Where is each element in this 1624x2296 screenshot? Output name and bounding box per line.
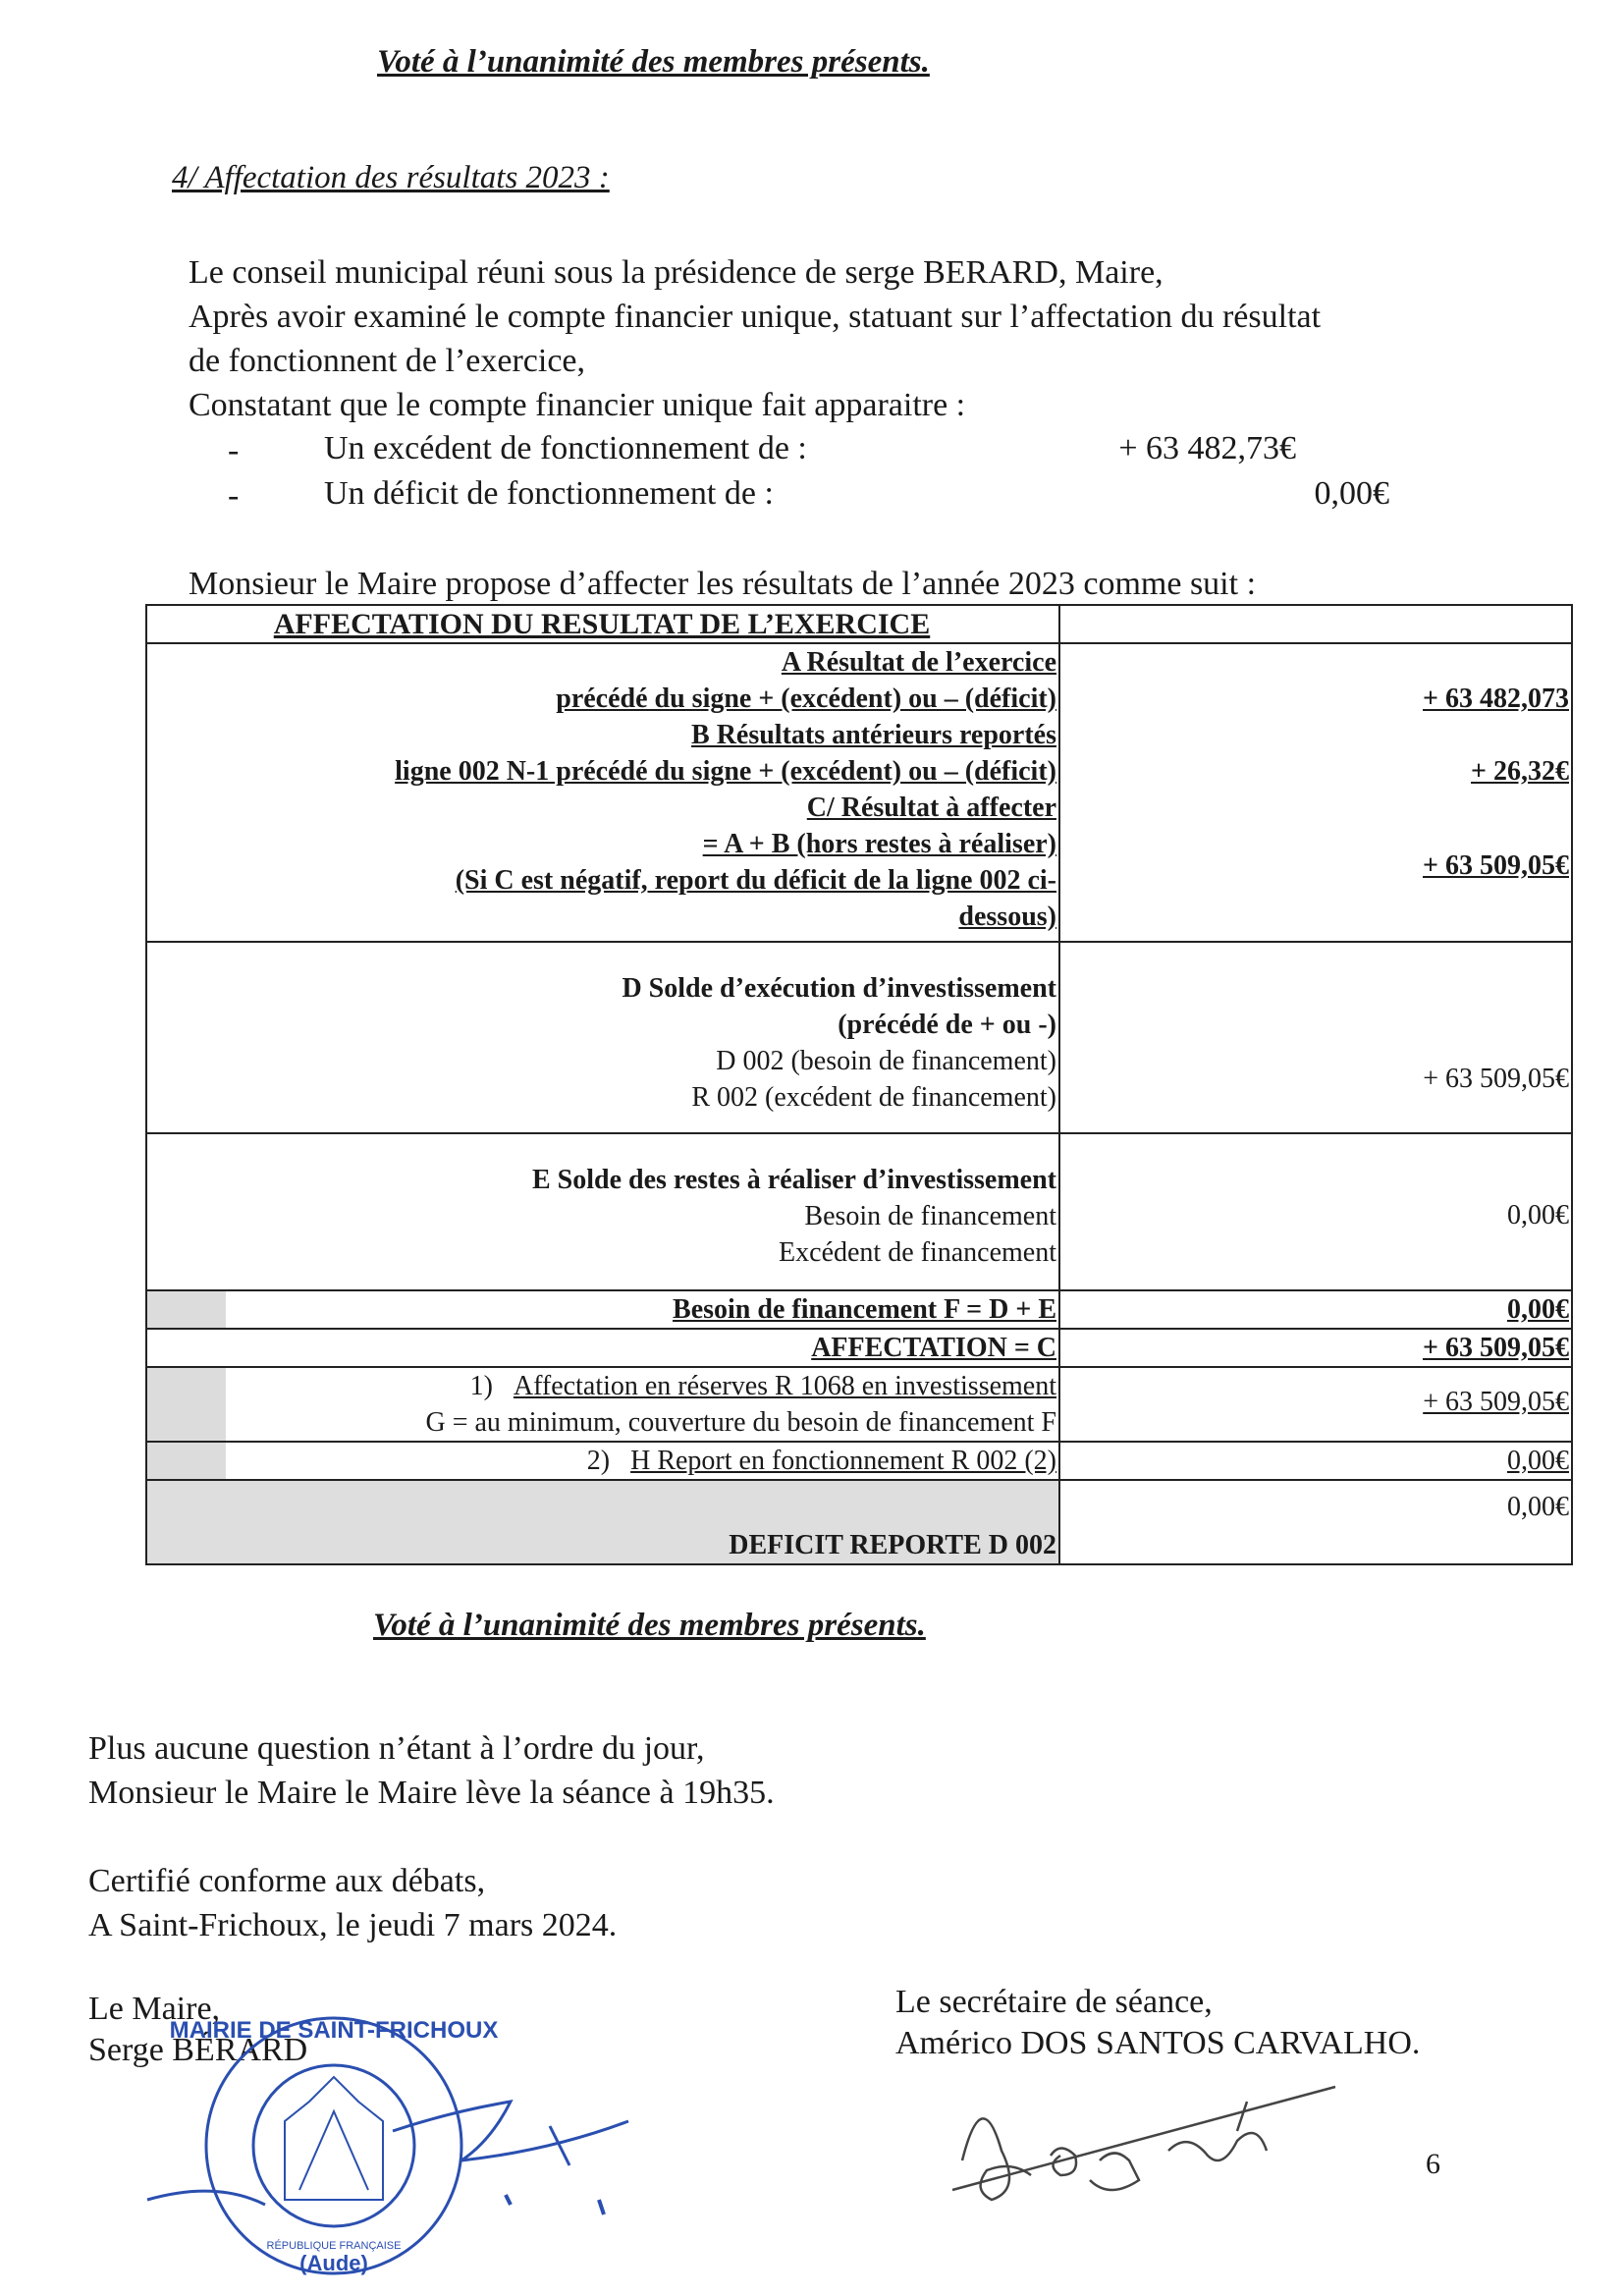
closing-paragraph [88, 1726, 775, 1815]
row-c-title: C/ Résultat à affecter [806, 793, 1056, 823]
row-d-label [146, 942, 1059, 1133]
proposal-line: Monsieur le Maire propose d’affecter les résultats de l’année 2023 comme suit : [189, 566, 1257, 602]
top-vote-statement: Voté à l’unanimité des membres présents. [377, 44, 930, 80]
row-h-label [146, 1442, 1059, 1480]
certified-paragraph [88, 1859, 617, 1947]
row-e-label [146, 1133, 1059, 1290]
row-deficit-label: DEFICIT REPORTE D 002 [146, 1480, 1059, 1564]
value-b: + 26,32€ [1471, 756, 1569, 787]
table-header: AFFECTATION DU RESULTAT DE L’EXERCICE [146, 605, 1059, 643]
row-g-number: 1) [469, 1371, 493, 1401]
intro-line: Le conseil municipal réuni sous la présidence de serge BERARD, Maire, [189, 254, 1164, 291]
certified-line: Certifié conforme aux débats, [88, 1863, 486, 1899]
secretary-name: Américo DOS SANTOS CARVALHO. [895, 2025, 1421, 2061]
intro-line: Constatant que le compte financier unique fait apparaitre : [189, 387, 966, 423]
mayor-title: Le Maire, [88, 1991, 221, 2027]
secretary-title: Le secrétaire de séance, [895, 1984, 1213, 2020]
row-deficit-value: 0,00€ [1059, 1480, 1572, 1564]
affectation-table [145, 604, 1573, 1565]
value-a: + 63 482,073 [1423, 683, 1569, 714]
intro-line: de fonctionnent de l’exercice, [189, 343, 586, 379]
row-e-excedent: Excédent de financement [779, 1237, 1056, 1268]
intro-paragraph [189, 250, 1563, 427]
row-g-value [1059, 1367, 1572, 1442]
bullet-value-deficit: 0,00€ [1314, 475, 1389, 512]
row-a-subtitle: précédé du signe + (excédent) ou – (déficit) [556, 683, 1056, 714]
secretary-block [895, 1982, 1420, 2064]
row-f-value: 0,00€ [1059, 1290, 1572, 1329]
stamp-republic: RÉPUBLIQUE FRANÇAISE [266, 2240, 402, 2252]
mayor-name: Serge BÉRARD [88, 2032, 308, 2068]
row-d-d002: D 002 (besoin de financement) [716, 1046, 1056, 1076]
bottom-vote-statement: Voté à l’unanimité des membres présents. [373, 1608, 926, 1643]
value-c: + 63 509,05€ [1423, 850, 1569, 881]
page-number: 6 [1426, 2148, 1440, 2180]
row-c-note: (Si C est négatif, report du déficit de la ligne 002 ci- [455, 865, 1056, 896]
certified-date: A Saint-Frichoux, le jeudi 7 mars 2024. [88, 1907, 618, 1943]
stamp-dept: (Aude) [299, 2251, 368, 2275]
row-affectation-label: AFFECTATION = C [146, 1329, 1059, 1367]
row-g-value-text: + 63 509,05€ [1423, 1387, 1569, 1417]
closing-line: Plus aucune question n’étant à l’ordre du jour, [88, 1730, 705, 1767]
intro-line: Après avoir examiné le compte financier unique, statuant sur l’affectation du résultat [189, 299, 1322, 335]
row-h-text: H Report en fonctionnement R 002 (2) [630, 1446, 1056, 1476]
row-b-subtitle: ligne 002 N-1 précédé du signe + (excédent) ou – (déficit) [395, 756, 1056, 787]
bullet-label-excedent: Un excédent de fonctionnement de : [324, 430, 807, 466]
closing-line: Monsieur le Maire le Maire lève la séance à 19h35. [88, 1775, 775, 1811]
row-e-besoin: Besoin de financement [804, 1201, 1056, 1231]
row-abc-label [146, 643, 1059, 942]
row-c-formula: = A + B (hors restes à réaliser) [702, 829, 1056, 859]
row-f-label: Besoin de financement F = D + E [146, 1290, 1059, 1329]
mairie-stamp-icon [137, 2003, 648, 2288]
table-header-empty [1059, 605, 1572, 643]
secretary-signature-icon [943, 2062, 1355, 2229]
row-e-value: 0,00€ [1059, 1133, 1572, 1290]
row-g-text: Affectation en réserves R 1068 en investissement [513, 1371, 1056, 1401]
row-g-line1 [147, 1368, 1056, 1404]
bullet-value-excedent: + 63 482,73€ [1118, 430, 1296, 466]
row-d-title: D Solde d’exécution d’investissement [622, 973, 1056, 1004]
row-a-title: A Résultat de l’exercice [781, 647, 1056, 678]
row-d-r002: R 002 (excédent de financement) [691, 1082, 1056, 1113]
row-affectation-value: + 63 509,05€ [1059, 1329, 1572, 1367]
stamp-text: MAIRIE DE SAINT-FRICHOUX [169, 2017, 499, 2044]
row-g-line2: G = au minimum, couverture du besoin de financement F [425, 1407, 1056, 1438]
section-title: 4/ Affectation des résultats 2023 : [172, 160, 610, 195]
row-d-subtitle: (précédé de + ou -) [838, 1010, 1056, 1040]
row-g-label [146, 1367, 1059, 1442]
row-h-value: 0,00€ [1059, 1442, 1572, 1480]
bullet-label-deficit: Un déficit de fonctionnement de : [324, 475, 774, 512]
row-h-number: 2) [586, 1446, 611, 1476]
row-e-title: E Solde des restes à réaliser d’investissement [531, 1165, 1056, 1195]
row-c-note-end: dessous) [958, 902, 1056, 932]
row-d-value: + 63 509,05€ [1059, 942, 1572, 1133]
bullet-dash: - [228, 477, 240, 514]
bullet-dash: - [228, 432, 240, 468]
row-abc-values [1059, 643, 1572, 942]
row-b-title: B Résultats antérieurs reportés [691, 720, 1056, 750]
